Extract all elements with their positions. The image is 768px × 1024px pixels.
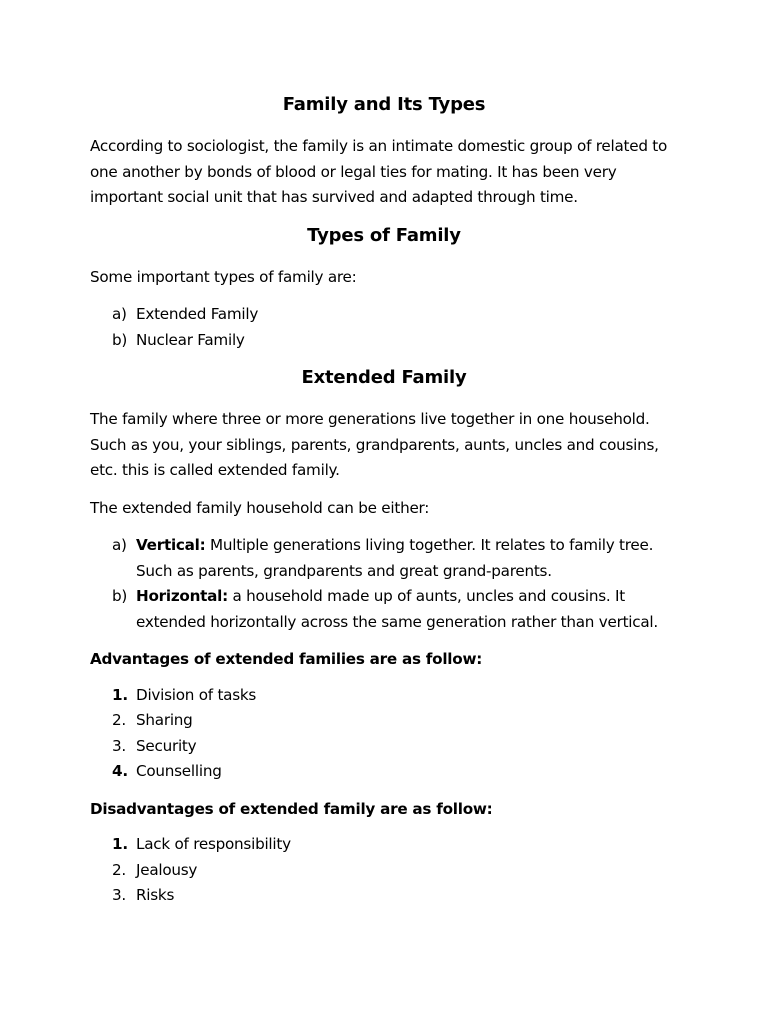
list-marker: 3. bbox=[112, 886, 126, 904]
extended-paragraph: The family where three or more generations live together in one household. Such as you, your siblings, parents, grandparents, aunts, uncles and cousins, etc. this is called extended family. bbox=[90, 410, 659, 479]
list-item-text: Risks bbox=[136, 886, 175, 904]
list-item-text: Multiple generations living together. It relates to family tree. Such as parents, grandparents and great grand-parents. bbox=[136, 536, 654, 580]
list-item bbox=[90, 734, 678, 760]
list-marker: a) bbox=[112, 305, 127, 323]
types-lead: Some important types of family are: bbox=[90, 267, 357, 286]
list-item-text: Jealousy bbox=[136, 860, 198, 879]
list-item-text: Nuclear Family bbox=[136, 330, 245, 349]
list-marker: 2. bbox=[112, 711, 126, 729]
list-marker: a) bbox=[112, 536, 127, 554]
list-item bbox=[90, 584, 678, 635]
list-item-text: Counselling bbox=[136, 762, 222, 780]
list-item-text: Lack of responsibility bbox=[136, 835, 291, 853]
types-list bbox=[90, 302, 678, 353]
list-item bbox=[90, 708, 678, 734]
list-marker: 1. bbox=[112, 835, 128, 853]
disadvantages-lead: Disadvantages of extended family are as follow: bbox=[90, 799, 493, 818]
list-item bbox=[90, 832, 678, 858]
types-heading: Types of Family bbox=[307, 224, 461, 246]
list-item bbox=[90, 883, 678, 909]
list-item bbox=[90, 858, 678, 884]
list-item-text: Division of tasks bbox=[136, 685, 257, 704]
list-item bbox=[90, 683, 678, 709]
household-lead: The extended family household can be either: bbox=[90, 498, 430, 517]
list-marker: b) bbox=[112, 587, 128, 605]
list-item-text: Security bbox=[136, 736, 197, 755]
list-marker: 4. bbox=[112, 762, 128, 780]
list-item-text: Extended Family bbox=[136, 305, 259, 323]
list-item-text: a household made up of aunts, uncles and cousins. It extended horizontally across the same generation rather than vertical. bbox=[136, 587, 658, 631]
intro-paragraph: According to sociologist, the family is an intimate domestic group of related to one another by bonds of blood or legal ties for mating. It has been very important social unit that has survived and adapted through time. bbox=[90, 137, 668, 206]
list-item-text: Sharing bbox=[136, 711, 193, 729]
household-list bbox=[90, 533, 678, 635]
extended-heading: Extended Family bbox=[301, 367, 467, 388]
advantages-list bbox=[90, 683, 678, 785]
list-item bbox=[90, 533, 678, 584]
term-vertical: Vertical: bbox=[136, 536, 206, 554]
list-item bbox=[90, 759, 678, 785]
advantages-lead: Advantages of extended families are as follow: bbox=[90, 650, 483, 668]
list-marker: b) bbox=[112, 330, 128, 349]
term-horizontal: Horizontal: bbox=[136, 587, 228, 605]
list-marker: 3. bbox=[112, 736, 126, 755]
list-item bbox=[90, 328, 678, 354]
document-title: Family and Its Types bbox=[282, 94, 486, 115]
list-item bbox=[90, 302, 678, 328]
disadvantages-list bbox=[90, 832, 678, 909]
list-marker: 2. bbox=[112, 860, 126, 879]
list-marker: 1. bbox=[112, 685, 128, 704]
